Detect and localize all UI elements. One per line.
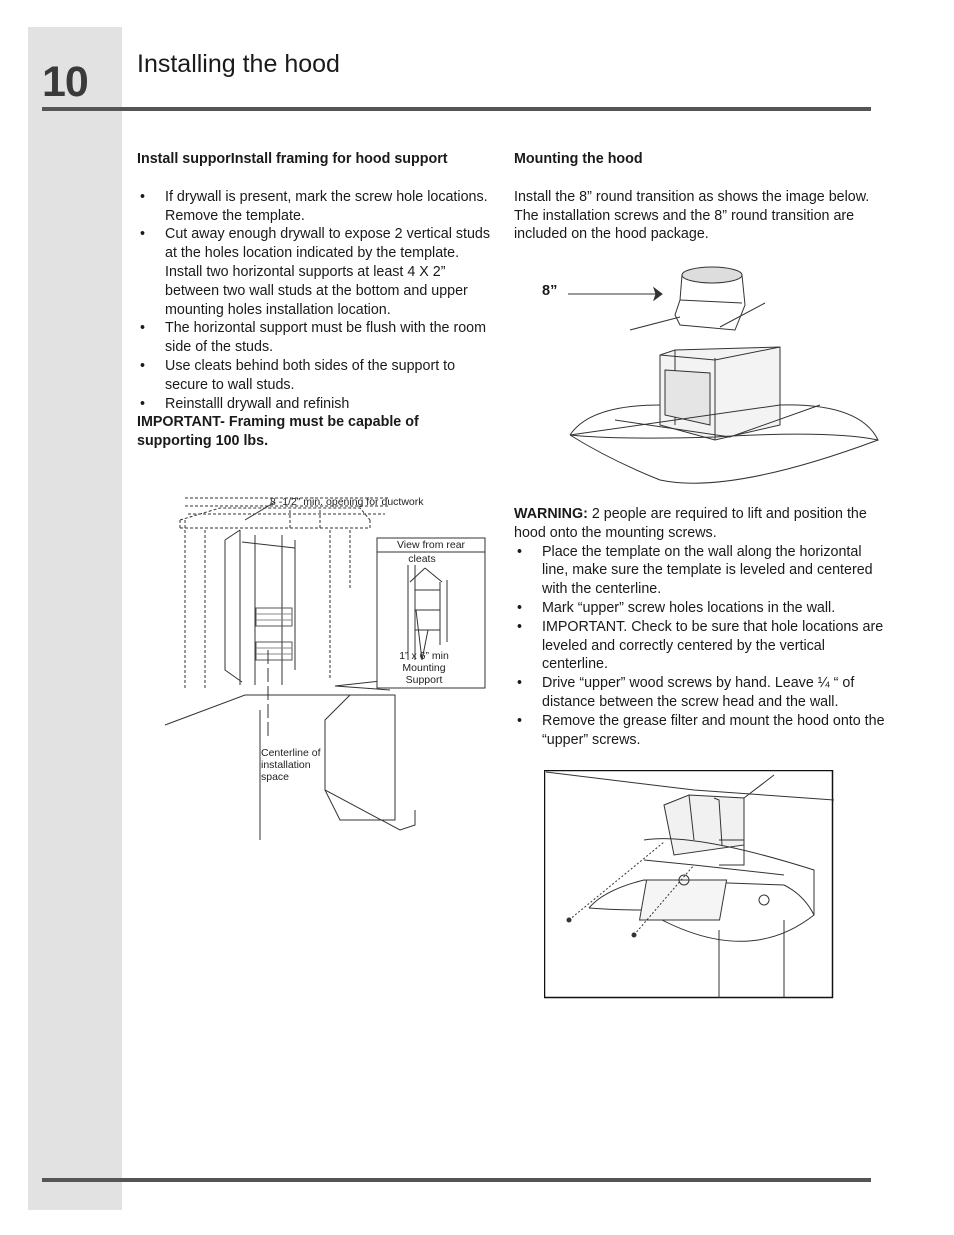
list-item: • If drywall is present, mark the screw hole locations. Remove the template. [137, 188, 492, 226]
right-column [514, 150, 889, 244]
page-title: Installing the hood [137, 50, 340, 78]
support-label-2: Mounting [402, 662, 446, 674]
transition-size-label: 8” [542, 283, 558, 299]
page-sidebar [28, 27, 122, 1210]
important-note: IMPORTANT- Framing must be capable of supporting 100 lbs. [137, 414, 419, 450]
centerline-label-3: space [261, 771, 290, 783]
framing-heading: Install supporInstall framing for hood support [137, 151, 448, 167]
list-item: • IMPORTANT. Check to be sure that hole locations are leveled and correctly centered by the vertical centerline. [514, 618, 889, 674]
opening-label: 8 -1/2” min. opening for ductwork [270, 496, 424, 508]
rear-view-label: View from rear [396, 539, 466, 551]
centerline-label-2: installation [261, 759, 311, 771]
list-item: • Cut away enough drywall to expose 2 vertical studs at the holes location indicated by the template. [137, 225, 492, 263]
list-item: • Place the template on the wall along the horizontal line, make sure the template is leveled and centered with the centerline. [514, 543, 889, 599]
mounting-intro: Install the 8” round transition as shows the image below. The installation screws and the 8” round transition are included on the hood package. [514, 188, 870, 243]
support-label-3: Support [405, 674, 443, 686]
warning-body: 2 people are required to lift and position the hood onto the mounting screws. [514, 506, 867, 541]
bottom-rule [42, 1178, 871, 1182]
list-item: • Use cleats behind both sides of the support to secure to wall studs. [137, 357, 492, 395]
list-item: • Mark “upper” screw holes locations in the wall. [514, 599, 889, 618]
centerline-label-1: Centerline of [261, 747, 321, 759]
list-item: • Reinstalll drywall and refinish [137, 395, 492, 414]
transition-drawing [530, 255, 885, 495]
page-number: 10 [42, 58, 88, 106]
framing-steps [137, 188, 492, 263]
support-label-1: 1” x 6” min [399, 650, 449, 662]
framing-step-extra: Install two horizontal supports at least 4 X 2” between two wall studs at the bottom and upper mounting holes installation location. [165, 263, 468, 318]
transition-diagram [530, 255, 885, 495]
warning-text [514, 505, 889, 543]
warning-section [514, 505, 889, 749]
mounting-steps [514, 543, 889, 750]
top-rule [42, 107, 871, 111]
list-item: • The horizontal support must be flush with the room side of the studs. [137, 319, 492, 357]
framing-steps-rest [137, 319, 492, 413]
framing-diagram [160, 490, 490, 850]
mounted-hood-drawing [544, 770, 834, 999]
list-item: • Remove the grease filter and mount the hood onto the “upper” screws. [514, 712, 889, 750]
cleats-label: cleats [408, 553, 436, 565]
mounting-heading: Mounting the hood [514, 151, 643, 167]
mounted-hood-diagram [544, 770, 834, 999]
list-item: • Drive “upper” wood screws by hand. Leave ¼ “ of distance between the screw head and the wall. [514, 674, 889, 712]
left-column [137, 150, 492, 451]
warning-label: WARNING: [514, 506, 588, 522]
